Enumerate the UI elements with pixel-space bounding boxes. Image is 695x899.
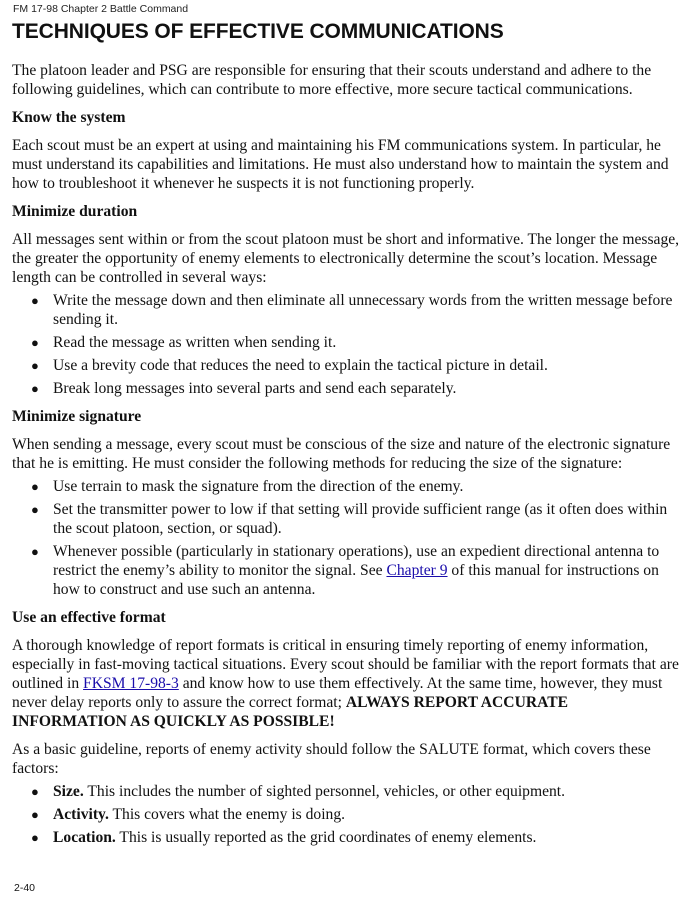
list-item-text: Use terrain to mask the signature from the direction of the enemy. — [53, 478, 464, 495]
bullet-icon: ● — [31, 335, 39, 350]
list-item — [12, 500, 686, 538]
bullet-icon: ● — [31, 830, 39, 845]
intro-paragraph: The platoon leader and PSG are responsible for ensuring that their scouts understand and adhere to the following guidelines, which can contribute to more effective, more secure tactical communications. — [12, 62, 652, 98]
paragraph: When sending a message, every scout must be conscious of the size and nature of the electronic signature that he is emitting. He must consider the following methods for reducing the size of the signature: — [12, 436, 671, 472]
list-item — [12, 805, 686, 824]
term: Activity. — [53, 806, 109, 823]
bullet-icon: ● — [31, 544, 39, 559]
paragraph-text: and know how to use them effectively. At the same time, however, they must never delay reports only to assure the correct format; — [12, 675, 663, 711]
bullet-icon: ● — [31, 358, 39, 373]
bullet-icon: ● — [31, 381, 39, 396]
salute-list — [12, 782, 686, 847]
bullet-list — [12, 477, 686, 599]
list-item-text: This is usually reported as the grid coordinates of enemy elements. — [115, 829, 537, 846]
list-item — [12, 828, 686, 847]
list-item — [12, 542, 686, 599]
paragraph: As a basic guideline, reports of enemy activity should follow the SALUTE format, which covers these factors: — [12, 741, 651, 777]
list-item — [12, 782, 686, 801]
section-heading: Use an effective format — [12, 609, 166, 626]
list-item-text: Break long messages into several parts and send each separately. — [53, 380, 457, 397]
list-item — [12, 356, 686, 375]
bullet-icon: ● — [31, 502, 39, 517]
bullet-icon: ● — [31, 479, 39, 494]
bullet-list — [12, 291, 686, 398]
list-item-text: This includes the number of sighted personnel, vehicles, or other equipment. — [83, 783, 566, 800]
term: Location. — [53, 829, 116, 846]
list-item — [12, 291, 686, 329]
section-heading: Minimize duration — [12, 203, 138, 220]
paragraph — [12, 636, 686, 731]
list-item-text: Read the message as written when sending it. — [53, 334, 337, 351]
bullet-icon: ● — [31, 807, 39, 822]
emphasis-text: ALWAYS REPORT ACCURATE INFORMATION AS QUICKLY AS POSSIBLE! — [12, 694, 568, 730]
section-heading: Know the system — [12, 109, 126, 126]
paragraph: All messages sent within or from the scout platoon must be short and informative. The longer the message, the greater the opportunity of enemy elements to electronically determine the scout’s location. Message length can be controlled in several ways: — [12, 231, 680, 286]
list-item — [12, 379, 686, 398]
section-heading: Minimize signature — [12, 408, 142, 425]
list-item-text: of this manual for instructions on how to construct and use such an antenna. — [53, 562, 659, 598]
fksm-link[interactable]: FKSM 17-98-3 — [83, 675, 179, 692]
list-item — [12, 477, 686, 496]
list-item-text: This covers what the enemy is doing. — [108, 806, 346, 823]
page-number: 2-40 — [14, 882, 36, 894]
bullet-icon: ● — [31, 784, 39, 799]
list-item-text: Use a brevity code that reduces the need to explain the tactical picture in detail. — [53, 357, 548, 374]
term: Size. — [53, 783, 84, 800]
list-item-text: Set the transmitter power to low if that setting will provide sufficient range (as it often does within the scout platoon, section, or squad). — [53, 501, 668, 537]
document-body — [12, 61, 686, 856]
bullet-icon: ● — [31, 293, 39, 308]
list-item-text: Write the message down and then eliminate all unnecessary words from the written message before sending it. — [53, 292, 673, 328]
list-item-text: Whenever possible (particularly in stationary operations), use an expedient directional antenna to restrict the enemy’s ability to monitor the signal. See — [53, 543, 660, 579]
running-header: FM 17-98 Chapter 2 Battle Command — [13, 3, 189, 15]
paragraph-text: A thorough knowledge of report formats is critical in ensuring timely reporting of enemy information, especially in fast-moving tactical situations. Every scout should be familiar with the report formats that are outlined in — [12, 637, 679, 692]
chapter-9-link[interactable]: Chapter 9 — [386, 562, 448, 579]
list-item — [12, 333, 686, 352]
page-title: TECHNIQUES OF EFFECTIVE COMMUNICATIONS — [12, 20, 504, 43]
paragraph: Each scout must be an expert at using and maintaining his FM communications system. In particular, he must understand its capabilities and limitations. He must also understand how to maintain the system and how to troubleshoot it whenever he suspects it is not functioning properly. — [12, 137, 669, 192]
